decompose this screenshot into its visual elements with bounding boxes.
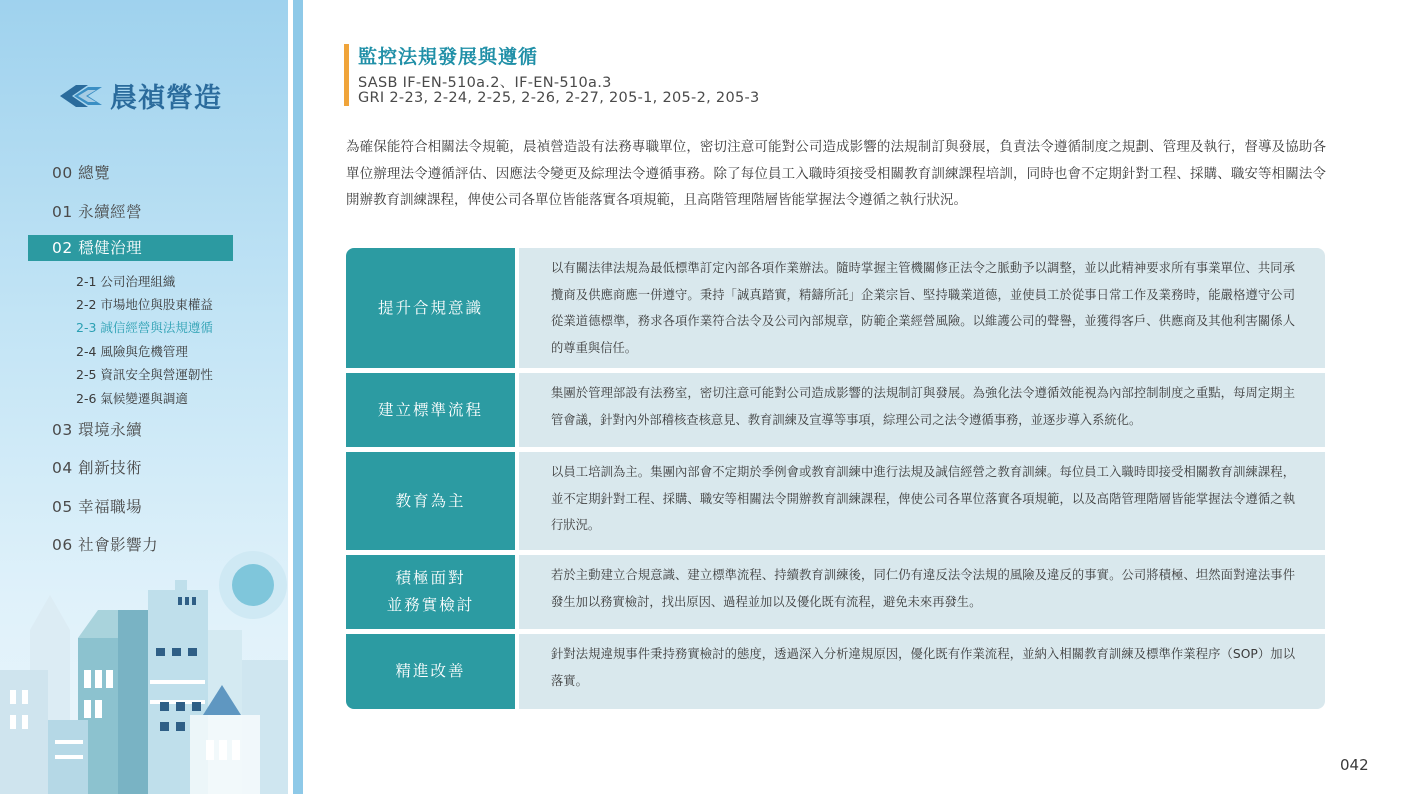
row-label bbox=[346, 555, 515, 629]
table-row bbox=[346, 555, 1325, 629]
logo-text: 晨禎營造 bbox=[110, 83, 222, 114]
row-label: 精進改善 bbox=[346, 634, 515, 709]
row-label: 提升合規意識 bbox=[346, 248, 515, 368]
subnav-item-risk-crisis[interactable]: 2-4 風險與危機管理 bbox=[76, 344, 188, 359]
intro-paragraph: 為確保能符合相關法令規範，晨禎營造設有法務專職單位，密切注意可能對公司造成影響的法規制訂與發展，負責法令遵循制度之規劃、管理及執行，督導及協助各單位辦理法令遵循評估、因應法令變更及綜理法令遵循事務。除了每位員工入職時須接受相關教育訓練課程培訓，同時也會不定期針對工程、採購、職安等相關法令開辦教育訓練課程，俾使公司各單位皆能落實各項規範，且高階管理階層皆能掌握法令遵循之執行狀況。 bbox=[346, 139, 1326, 208]
row-body: 若於主動建立合規意識、建立標準流程、持續教育訓練後，同仁仍有違反法令法規的風險及違反的事實。公司將積極、坦然面對違法事件發生加以務實檢討，找出原因、過程並加以及優化既有流程，避免未來再發生。 bbox=[519, 555, 1325, 629]
row-label-line1: 積極面對 bbox=[395, 569, 466, 587]
subnav-item-governance-org[interactable]: 2-1 公司治理組織 bbox=[76, 274, 176, 289]
sidebar-divider-blue bbox=[293, 0, 303, 794]
row-body: 以員工培訓為主。集團內部會不定期於季例會或教育訓練中進行法規及誠信經營之教育訓練。每位員工入職時即接受相關教育訓練課程，並不定期針對工程、採購、職安等相關法令開辦教育訓練課程，俾使公司各單位落實各項規範，以及高階管理階層皆能掌握法令遵循之執行狀況。 bbox=[519, 452, 1325, 550]
subnav-item-climate[interactable]: 2-6 氣候變遷與調適 bbox=[76, 391, 188, 406]
row-body: 針對法規違規事件秉持務實檢討的態度，透過深入分析違規原因，優化既有作業流程，並納入相關教育訓練及標準作業程序（SOP）加以落實。 bbox=[519, 634, 1325, 709]
subnav-item-infosec-resilience[interactable]: 2-5 資訊安全與營運韌性 bbox=[76, 367, 213, 382]
page-number: 042 bbox=[1340, 756, 1369, 774]
section-accent-bar bbox=[344, 44, 349, 106]
city-skyline-illustration bbox=[0, 540, 288, 794]
nav-item-overview[interactable]: 00 總覽 bbox=[52, 164, 111, 182]
sasb-reference: SASB IF-EN-510a.2、IF-EN-510a.3 bbox=[358, 75, 612, 91]
nav-item-governance[interactable]: 02 穩健治理 bbox=[28, 235, 233, 261]
table-row bbox=[346, 373, 1325, 447]
company-logo[interactable] bbox=[58, 76, 222, 115]
gri-reference: GRI 2-23, 2-24, 2-25, 2-26, 2-27, 205-1, 205-2, 205-3 bbox=[358, 90, 760, 106]
subnav-item-integrity-compliance[interactable]: 2-3 誠信經營與法規遵循 bbox=[76, 320, 213, 335]
logo-mark-icon bbox=[58, 81, 104, 111]
sidebar bbox=[0, 0, 288, 794]
nav-item-sustainability[interactable]: 01 永續經營 bbox=[52, 203, 143, 221]
row-label: 教育為主 bbox=[346, 452, 515, 550]
row-label: 建立標準流程 bbox=[346, 373, 515, 447]
table-row bbox=[346, 248, 1325, 368]
subnav-item-market-shareholders[interactable]: 2-2 市場地位與股東權益 bbox=[76, 297, 213, 312]
nav-item-social-impact[interactable]: 06 社會影響力 bbox=[52, 536, 159, 554]
row-label-line2: 並務實檢討 bbox=[386, 596, 475, 614]
nav-item-workplace[interactable]: 05 幸福職場 bbox=[52, 498, 143, 516]
row-body: 集團於管理部設有法務室，密切注意可能對公司造成影響的法規制訂與發展。為強化法令遵循效能視為內部控制制度之重點，每周定期主管會議，針對內外部稽核查核意見、教育訓練及宣導等事項，綜理公司之法令遵循事務，並逐步導入系統化。 bbox=[519, 373, 1325, 447]
table-row bbox=[346, 634, 1325, 709]
table-row bbox=[346, 452, 1325, 550]
row-body: 以有關法律法規為最低標準訂定內部各項作業辦法。隨時掌握主管機關修正法令之脈動予以調整，並以此精神要求所有事業單位、共同承攬商及供應商應一併遵守。秉持「誠真踏實，精鑄所託」企業宗旨、堅持職業道德，並使員工於從事日常工作及業務時，能嚴格遵守公司從業道德標準，務求各項作業符合法令及公司內部規章，防範企業經營風險。以維護公司的聲譽，並獲得客戶、供應商及其他利害關係人的尊重與信任。 bbox=[519, 248, 1325, 368]
section-title: 監控法規發展與遵循 bbox=[358, 46, 539, 68]
nav-item-environment[interactable]: 03 環境永續 bbox=[52, 421, 143, 439]
nav-item-innovation[interactable]: 04 創新技術 bbox=[52, 459, 143, 477]
